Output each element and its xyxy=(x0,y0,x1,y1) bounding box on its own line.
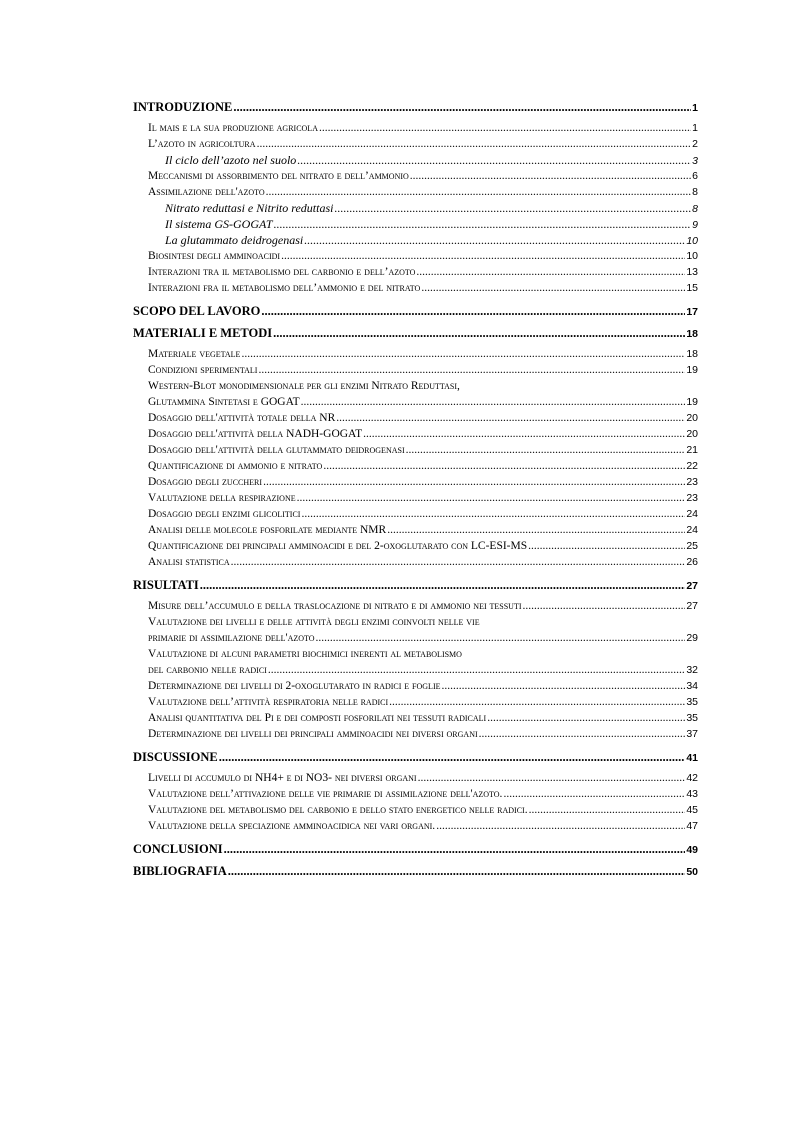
toc-entry-page-number: 20 xyxy=(686,412,698,424)
toc-entry-title: Interazioni fra il metabolismo dell’ammonio e del nitrato xyxy=(148,282,421,294)
toc-entry[interactable] xyxy=(133,770,698,786)
toc-entry[interactable] xyxy=(133,184,698,200)
dot-leader xyxy=(479,726,686,742)
toc-entry[interactable] xyxy=(133,598,698,614)
toc-entry-page-number: 47 xyxy=(686,820,698,832)
dot-leader xyxy=(304,232,685,248)
dot-leader xyxy=(389,694,685,710)
dot-leader xyxy=(268,662,685,678)
toc-entry-title: RISULTATI xyxy=(133,578,199,592)
toc-entry-page-number: 26 xyxy=(686,556,698,568)
table-of-contents xyxy=(133,100,698,884)
dot-leader xyxy=(257,136,692,152)
toc-entry[interactable] xyxy=(133,678,698,694)
dot-leader xyxy=(228,864,686,878)
toc-entry-title: Western-Blot monodimensionale per gli enzimi Nitrato Reduttasi, xyxy=(148,380,460,392)
toc-entry-page-number: 23 xyxy=(686,476,698,488)
toc-entry-page-number: 50 xyxy=(686,866,698,878)
toc-entry-title: Glutammina Sintetasi e GOGAT xyxy=(148,396,300,408)
toc-entry[interactable] xyxy=(133,346,698,362)
toc-entry[interactable] xyxy=(133,818,698,834)
toc-entry-page-number: 25 xyxy=(686,540,698,552)
toc-entry[interactable] xyxy=(133,264,698,280)
toc-entry-title: Valutazione dell’attività respiratoria nelle radici xyxy=(148,696,389,708)
toc-entry[interactable] xyxy=(133,442,698,458)
dot-leader xyxy=(334,200,691,216)
toc-entry-title: del carbonio nelle radici xyxy=(148,664,267,676)
toc-entry[interactable] xyxy=(133,168,698,184)
toc-entry-page-number: 19 xyxy=(686,364,698,376)
toc-entry-page-number: 10 xyxy=(686,235,698,247)
toc-entry-title: L’azoto in agricoltura xyxy=(148,138,256,150)
toc-entry-title: Quantificazione dei principali amminoacidi e del 2-oxoglutarato con LC-ESI-MS xyxy=(148,540,528,552)
toc-entry-page-number: 49 xyxy=(686,844,698,856)
dot-leader xyxy=(231,554,686,570)
toc-entry-title: BIBLIOGRAFIA xyxy=(133,864,227,878)
dot-leader xyxy=(319,120,691,136)
toc-entry-title: Nitrato reduttasi e Nitrito reduttasi xyxy=(165,201,334,215)
dot-leader xyxy=(219,750,686,764)
toc-entry[interactable] xyxy=(133,614,698,630)
toc-entry-title: Valutazione del metabolismo del carbonio e dello stato energetico nelle radici. xyxy=(148,804,528,816)
toc-entry[interactable] xyxy=(133,394,698,410)
toc-entry-page-number: 35 xyxy=(686,696,698,708)
toc-entry-title: Valutazione dei livelli e delle attività degli enzimi coinvolti nelle vie xyxy=(148,616,480,628)
toc-entry-page-number: 23 xyxy=(686,492,698,504)
toc-entry[interactable] xyxy=(133,506,698,522)
toc-entry-page-number: 35 xyxy=(686,712,698,724)
toc-entry-title: MATERIALI E METODI xyxy=(133,326,273,340)
toc-entry-title: CONCLUSIONI xyxy=(133,842,223,856)
toc-entry-title: SCOPO DEL LAVORO xyxy=(133,304,261,318)
dot-leader xyxy=(416,264,685,280)
dot-leader xyxy=(523,598,686,614)
toc-entry-title: Il mais e la sua produzione agricola xyxy=(148,122,318,134)
toc-entry-page-number: 45 xyxy=(686,804,698,816)
toc-entry-title: Materiale vegetale xyxy=(148,348,241,360)
toc-entry-page-number: 22 xyxy=(686,460,698,472)
dot-leader xyxy=(336,410,685,426)
toc-entry[interactable] xyxy=(133,522,698,538)
toc-entry-title: Dosaggio dell'attività della glutammato deidrogenasi xyxy=(148,444,405,456)
toc-entry[interactable] xyxy=(133,458,698,474)
toc-entry-page-number: 13 xyxy=(686,266,698,278)
toc-entry-page-number: 18 xyxy=(686,348,698,360)
dot-leader xyxy=(200,578,686,592)
toc-entry[interactable] xyxy=(133,120,698,136)
toc-entry-page-number: 27 xyxy=(686,600,698,612)
toc-entry[interactable] xyxy=(133,646,698,662)
toc-entry-title: INTRODUZIONE xyxy=(133,100,233,114)
toc-entry[interactable] xyxy=(133,426,698,442)
toc-entry[interactable] xyxy=(133,136,698,152)
dot-leader xyxy=(316,630,686,646)
dot-leader xyxy=(406,442,686,458)
toc-entry-title: Valutazione della speciazione amminoacidica nei vari organi. xyxy=(148,820,436,832)
toc-entry-title: Condizioni sperimentali xyxy=(148,364,258,376)
toc-entry-page-number: 42 xyxy=(686,772,698,784)
dot-leader xyxy=(281,248,685,264)
toc-entry-page-number: 17 xyxy=(686,306,698,318)
toc-entry-page-number: 27 xyxy=(686,580,698,592)
dot-leader xyxy=(418,770,686,786)
toc-entry-title: Determinazione dei livelli di 2-oxoglutarato in radici e foglie xyxy=(148,680,441,692)
dot-leader xyxy=(297,152,691,168)
toc-entry-page-number: 3 xyxy=(692,155,698,167)
dot-leader xyxy=(436,818,685,834)
dot-leader xyxy=(528,538,685,554)
toc-entry[interactable] xyxy=(133,842,698,856)
dot-leader xyxy=(258,362,685,378)
toc-entry-page-number: 15 xyxy=(686,282,698,294)
dot-leader xyxy=(224,842,686,856)
toc-entry-title: DISCUSSIONE xyxy=(133,750,218,764)
toc-entry-page-number: 1 xyxy=(692,102,698,114)
toc-entry[interactable] xyxy=(133,694,698,710)
dot-leader xyxy=(273,326,685,340)
toc-entry-page-number: 21 xyxy=(686,444,698,456)
dot-leader xyxy=(261,304,685,318)
toc-entry-title: Il sistema GS-GOGAT xyxy=(165,217,273,231)
toc-entry-title: Determinazione dei livelli dei principali amminoacidi nei diversi organi xyxy=(148,728,478,740)
toc-entry[interactable] xyxy=(133,304,698,318)
toc-entry-page-number: 43 xyxy=(686,788,698,800)
dot-leader xyxy=(241,346,685,362)
dot-leader xyxy=(297,490,686,506)
toc-entry-title: Il ciclo dell’azoto nel suolo xyxy=(165,153,297,167)
toc-entry-page-number: 24 xyxy=(686,524,698,536)
toc-entry-page-number: 6 xyxy=(692,170,698,182)
toc-entry-page-number: 32 xyxy=(686,664,698,676)
toc-entry-page-number: 19 xyxy=(686,396,698,408)
toc-entry[interactable] xyxy=(133,378,698,394)
dot-leader xyxy=(301,506,685,522)
toc-entry[interactable] xyxy=(133,232,698,248)
toc-entry[interactable] xyxy=(133,630,698,646)
dot-leader xyxy=(266,184,692,200)
toc-entry[interactable] xyxy=(133,864,698,878)
toc-entry-title: Valutazione di alcuni parametri biochimici inerenti al metabolismo xyxy=(148,648,462,660)
toc-entry[interactable] xyxy=(133,362,698,378)
dot-leader xyxy=(503,786,685,802)
dot-leader xyxy=(421,280,685,296)
toc-entry-title: Analisi statistica xyxy=(148,556,230,568)
toc-entry[interactable] xyxy=(133,726,698,742)
toc-entry-title: primarie di assimilazione dell'azoto xyxy=(148,632,315,644)
toc-entry[interactable] xyxy=(133,200,698,216)
toc-entry-title: Analisi delle molecole fosforilate mediante NMR xyxy=(148,524,387,536)
toc-entry-title: Assimilazione dell'azoto xyxy=(148,186,265,198)
toc-entry-page-number: 24 xyxy=(686,508,698,520)
toc-entry-page-number: 34 xyxy=(686,680,698,692)
toc-entry-page-number: 10 xyxy=(686,250,698,262)
toc-entry[interactable] xyxy=(133,280,698,296)
toc-entry-page-number: 41 xyxy=(686,752,698,764)
dot-leader xyxy=(274,216,692,232)
toc-entry-title: Dosaggio degli enzimi glicolitici xyxy=(148,508,301,520)
toc-entry-page-number: 8 xyxy=(692,186,698,198)
dot-leader xyxy=(263,474,685,490)
toc-entry-title: Meccanismi di assorbimento del nitrato e dell’ammonio xyxy=(148,170,409,182)
toc-entry[interactable] xyxy=(133,326,698,340)
toc-entry[interactable] xyxy=(133,490,698,506)
toc-entry-page-number: 9 xyxy=(692,219,698,231)
toc-entry[interactable] xyxy=(133,538,698,554)
toc-entry[interactable] xyxy=(133,710,698,726)
toc-entry[interactable] xyxy=(133,750,698,764)
toc-entry-title: Dosaggio degli zuccheri xyxy=(148,476,263,488)
toc-entry-title: Interazioni tra il metabolismo del carbonio e dell’azoto xyxy=(148,266,416,278)
dot-leader xyxy=(323,458,685,474)
toc-entry[interactable] xyxy=(133,578,698,592)
toc-entry-title: Dosaggio dell'attività della NADH-GOGAT xyxy=(148,428,363,440)
toc-entry-page-number: 1 xyxy=(692,122,698,134)
toc-entry-page-number: 37 xyxy=(686,728,698,740)
toc-entry-title: Valutazione dell’attivazione delle vie primarie di assimilazione dell'azoto. xyxy=(148,788,503,800)
toc-entry[interactable] xyxy=(133,802,698,818)
toc-entry-page-number: 2 xyxy=(692,138,698,150)
toc-entry-page-number: 18 xyxy=(686,328,698,340)
toc-entry[interactable] xyxy=(133,100,698,114)
toc-entry-title: Livelli di accumulo di NH4+ e di NO3- nei diversi organi xyxy=(148,772,417,784)
dot-leader xyxy=(442,678,686,694)
dot-leader xyxy=(529,802,686,818)
toc-entry[interactable] xyxy=(133,662,698,678)
toc-entry-title: Biosintesi degli amminoacidi xyxy=(148,250,281,262)
dot-leader xyxy=(363,426,685,442)
toc-entry-title: Analisi quantitativa del Pi e dei composti fosforilati nei tessuti radicali xyxy=(148,712,487,724)
toc-entry-title: Quantificazione di ammonio e nitrato xyxy=(148,460,323,472)
dot-leader xyxy=(487,710,685,726)
dot-leader xyxy=(410,168,691,184)
toc-entry-page-number: 8 xyxy=(692,203,698,215)
dot-leader xyxy=(301,394,686,410)
toc-entry-title: Misure dell’accumulo e della traslocazione di nitrato e di ammonio nei tessuti xyxy=(148,600,522,612)
dot-leader xyxy=(387,522,685,538)
toc-entry[interactable] xyxy=(133,216,698,232)
toc-entry[interactable] xyxy=(133,410,698,426)
toc-entry-page-number: 20 xyxy=(686,428,698,440)
toc-entry[interactable] xyxy=(133,474,698,490)
toc-entry-title: La glutammato deidrogenasi xyxy=(165,233,304,247)
toc-entry-title: Valutazione della respirazione xyxy=(148,492,296,504)
toc-entry-title: Dosaggio dell'attività totale della NR xyxy=(148,412,336,424)
dot-leader xyxy=(233,100,691,114)
toc-entry[interactable] xyxy=(133,152,698,168)
toc-entry[interactable] xyxy=(133,248,698,264)
toc-entry-page-number: 29 xyxy=(686,632,698,644)
toc-entry[interactable] xyxy=(133,786,698,802)
toc-entry[interactable] xyxy=(133,554,698,570)
